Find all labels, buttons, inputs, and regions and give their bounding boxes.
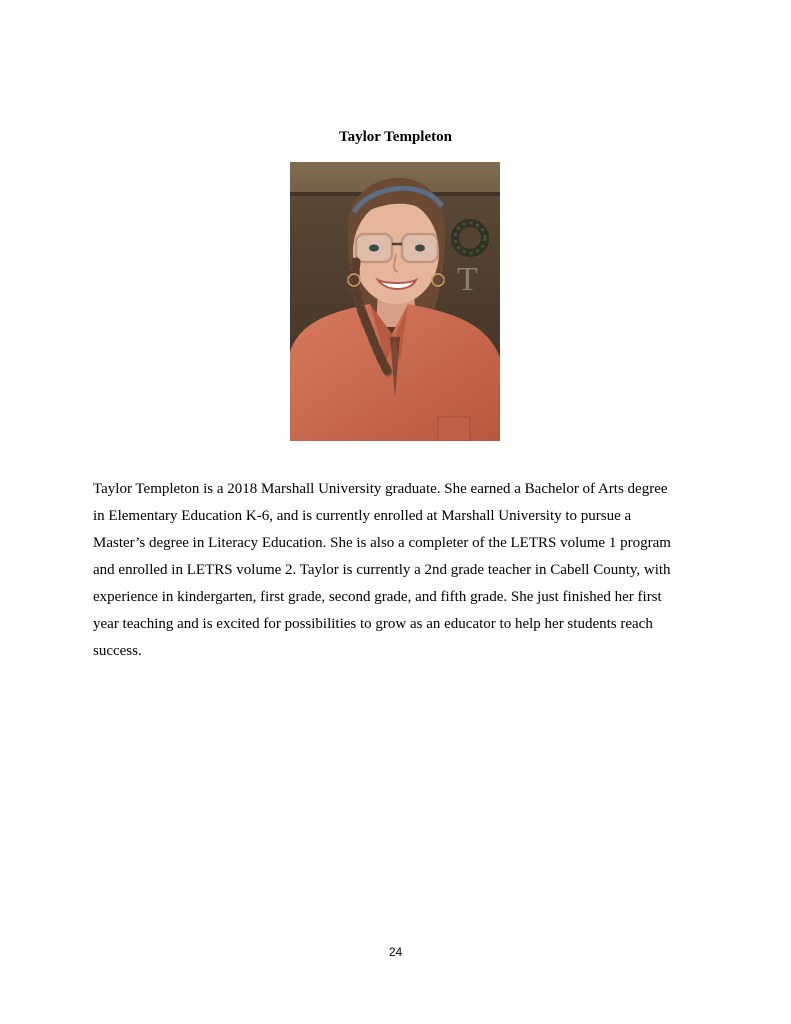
wall-letter-decoration: T (457, 261, 478, 298)
bio-line: success. (93, 643, 142, 659)
bio-line: in Elementary Education K-6, and is currently enrolled at Marshall University to pursue a (93, 508, 632, 524)
bio-paragraph (93, 476, 703, 665)
portrait-photo (290, 162, 500, 441)
bio-line: year teaching and is excited for possibilities to grow as an educator to help her students reach (93, 616, 653, 632)
page-title: Taylor Templeton (339, 129, 452, 145)
bio-line: Master’s degree in Literacy Education. She is also a completer of the LETRS volume 1 program (93, 535, 671, 551)
page-number: 24 (388, 945, 403, 959)
bio-line: and enrolled in LETRS volume 2. Taylor is currently a 2nd grade teacher in Cabell County, with (93, 562, 671, 578)
bio-line: experience in kindergarten, first grade, second grade, and fifth grade. She just finished her first (93, 589, 662, 605)
bio-line: Taylor Templeton is a 2018 Marshall University graduate. She earned a Bachelor of Arts degree (93, 481, 668, 497)
